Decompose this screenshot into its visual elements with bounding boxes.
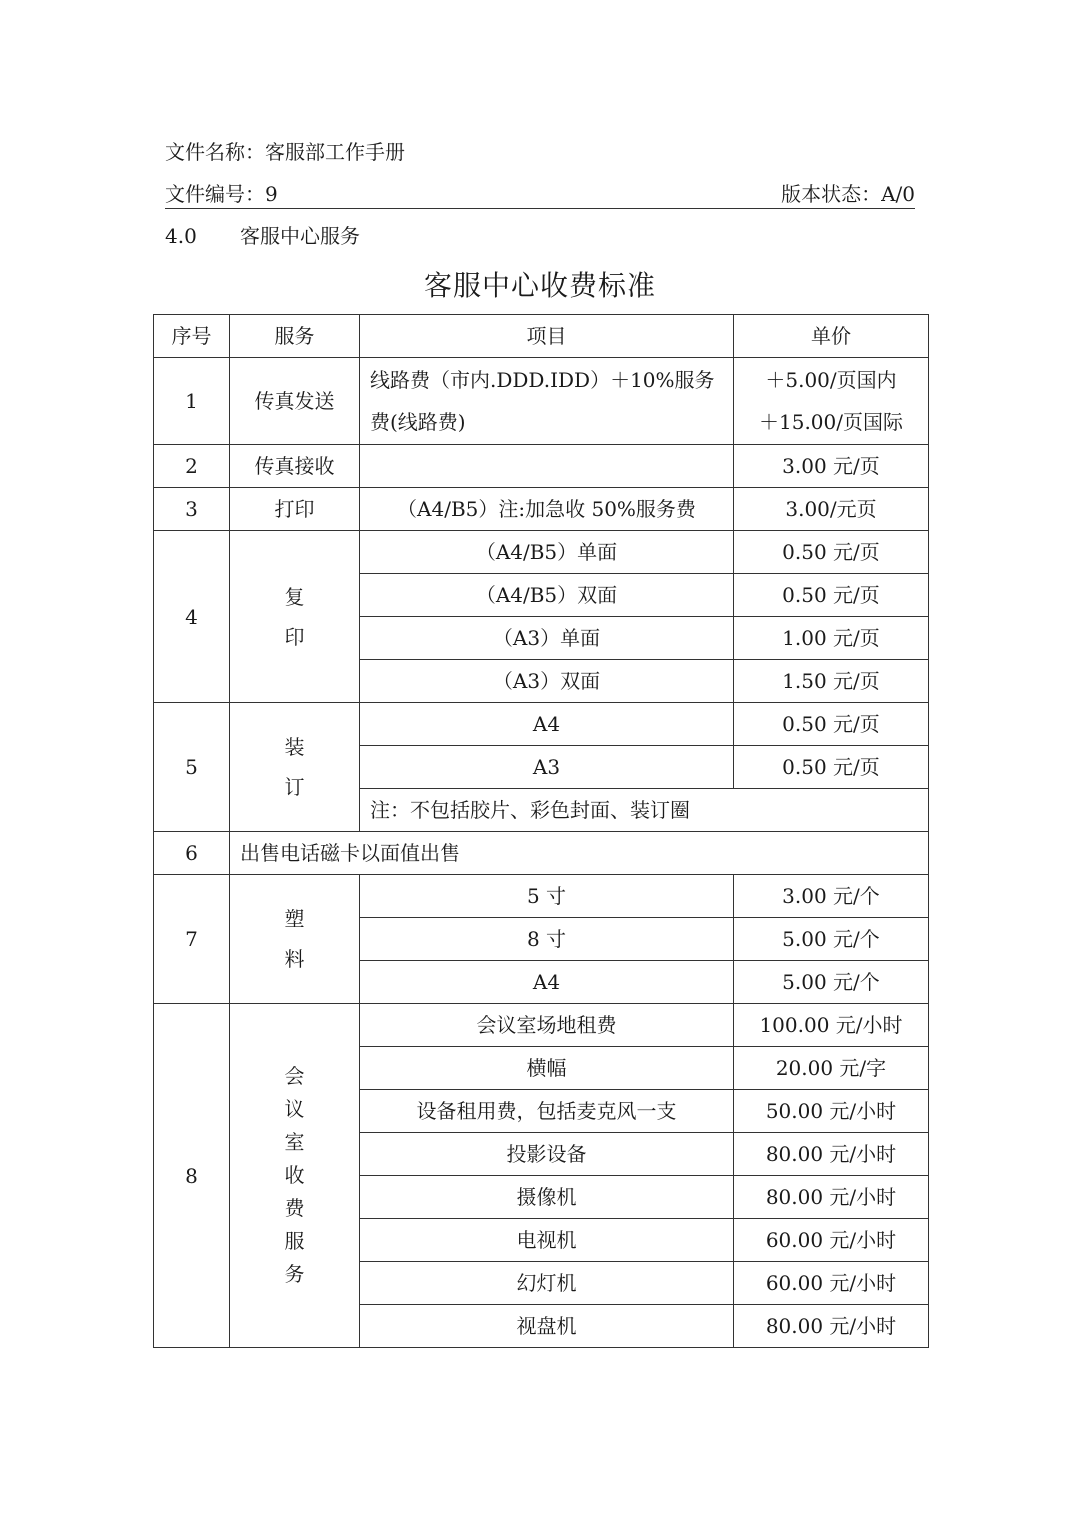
section-number: 4.0 — [165, 224, 197, 248]
price-cell: 5.00 元/个 — [734, 961, 929, 1004]
price-cell: 80.00 元/小时 — [734, 1176, 929, 1219]
service-cell — [230, 703, 360, 832]
price-cell: 100.00 元/小时 — [734, 1004, 929, 1047]
table-row — [154, 358, 929, 445]
table-row — [154, 531, 929, 574]
row-number: 5 — [154, 703, 230, 832]
item-cell: 5 寸 — [360, 875, 734, 918]
row-number: 2 — [154, 445, 230, 488]
item-cell: 设备租用费，包括麦克风一支 — [360, 1090, 734, 1133]
price-cell: 0.50 元/页 — [734, 746, 929, 789]
header-row — [165, 180, 915, 209]
table-header-row — [154, 315, 929, 358]
price-cell: 60.00 元/小时 — [734, 1219, 929, 1262]
service-char: 收 — [284, 1163, 305, 1187]
table-row — [154, 832, 929, 875]
header-cell: 单价 — [734, 315, 929, 358]
price-cell: 3.00 元/页 — [734, 445, 929, 488]
item-cell: （A4/B5）注:加急收 50%服务费 — [360, 488, 734, 531]
header-cell: 服务 — [230, 315, 360, 358]
table-row — [154, 445, 929, 488]
document-title: 客服中心收费标准 — [423, 269, 656, 302]
vertical-service-label — [285, 1060, 305, 1291]
vertical-service-label — [285, 892, 305, 986]
price-cell: 60.00 元/小时 — [734, 1262, 929, 1305]
price-cell: 80.00 元/小时 — [734, 1133, 929, 1176]
price-line: ＋5.00/页国内 — [765, 368, 897, 392]
price-cell: 0.50 元/页 — [734, 703, 929, 746]
price-cell: 0.50 元/页 — [734, 574, 929, 617]
service-char: 装 — [284, 735, 305, 759]
item-cell: （A4/B5）双面 — [360, 574, 734, 617]
price-cell: 0.50 元/页 — [734, 531, 929, 574]
row-number: 3 — [154, 488, 230, 531]
row-number: 4 — [154, 531, 230, 703]
item-cell: 摄像机 — [360, 1176, 734, 1219]
file-number: 文件编号：9 — [165, 182, 278, 206]
note-cell: 注：不包括胶片、彩色封面、装订圈 — [360, 789, 929, 832]
merged-cell: 出售电话磁卡以面值出售 — [230, 832, 929, 875]
item-cell: 横幅 — [360, 1047, 734, 1090]
header-cell: 项目 — [360, 315, 734, 358]
service-char: 复 — [284, 584, 305, 609]
fee-table — [153, 314, 929, 1348]
service-char: 订 — [284, 775, 305, 799]
row-number: 8 — [154, 1004, 230, 1348]
row-number: 1 — [154, 358, 230, 445]
item-cell: 8 寸 — [360, 918, 734, 961]
service-cell: 打印 — [230, 488, 360, 531]
service-char: 会 — [284, 1064, 305, 1088]
service-char: 务 — [284, 1262, 305, 1286]
row-number: 7 — [154, 875, 230, 1004]
price-cell — [734, 358, 929, 445]
service-cell — [230, 875, 360, 1004]
price-cell: 1.00 元/页 — [734, 617, 929, 660]
item-cell: 幻灯机 — [360, 1262, 734, 1305]
table-row — [154, 1004, 929, 1047]
price-cell: 20.00 元/字 — [734, 1047, 929, 1090]
service-char: 料 — [284, 947, 305, 971]
file-name: 文件名称：客服部工作手册 — [165, 140, 405, 164]
item-cell: （A3）双面 — [360, 660, 734, 703]
row-number: 6 — [154, 832, 230, 875]
vertical-service-label — [285, 570, 305, 664]
service-cell: 传真接收 — [230, 445, 360, 488]
price-cell: 3.00 元/个 — [734, 875, 929, 918]
vertical-service-label — [285, 720, 305, 814]
item-cell: 会议室场地租费 — [360, 1004, 734, 1047]
version-status: 版本状态：A/0 — [781, 182, 915, 206]
service-char: 服 — [284, 1229, 305, 1253]
service-char: 印 — [284, 624, 305, 649]
header-cell: 序号 — [154, 315, 230, 358]
service-cell: 传真发送 — [230, 358, 360, 445]
item-cell: （A4/B5）单面 — [360, 531, 734, 574]
price-line: ＋15.00/页国际 — [759, 410, 903, 434]
item-cell: A3 — [360, 746, 734, 789]
price-cell: 80.00 元/小时 — [734, 1305, 929, 1348]
item-cell: A4 — [360, 703, 734, 746]
item-cell: 投影设备 — [360, 1133, 734, 1176]
service-cell — [230, 531, 360, 703]
section-title: 客服中心服务 — [240, 224, 360, 248]
item-cell: 视盘机 — [360, 1305, 734, 1348]
service-char: 塑 — [284, 907, 305, 931]
item-cell: 线路费（市内.DDD.IDD）＋10%服务费(线路费) — [360, 358, 734, 445]
service-char: 议 — [284, 1097, 305, 1121]
price-cell: 5.00 元/个 — [734, 918, 929, 961]
table-row — [154, 488, 929, 531]
service-char: 费 — [284, 1196, 305, 1220]
price-cell: 50.00 元/小时 — [734, 1090, 929, 1133]
item-cell: 电视机 — [360, 1219, 734, 1262]
item-cell: A4 — [360, 961, 734, 1004]
table-row — [154, 875, 929, 918]
item-cell — [360, 445, 734, 488]
price-cell: 1.50 元/页 — [734, 660, 929, 703]
price-cell: 3.00/元页 — [734, 488, 929, 531]
service-cell — [230, 1004, 360, 1348]
item-cell: （A3）单面 — [360, 617, 734, 660]
service-char: 室 — [284, 1130, 305, 1154]
table-row — [154, 703, 929, 746]
